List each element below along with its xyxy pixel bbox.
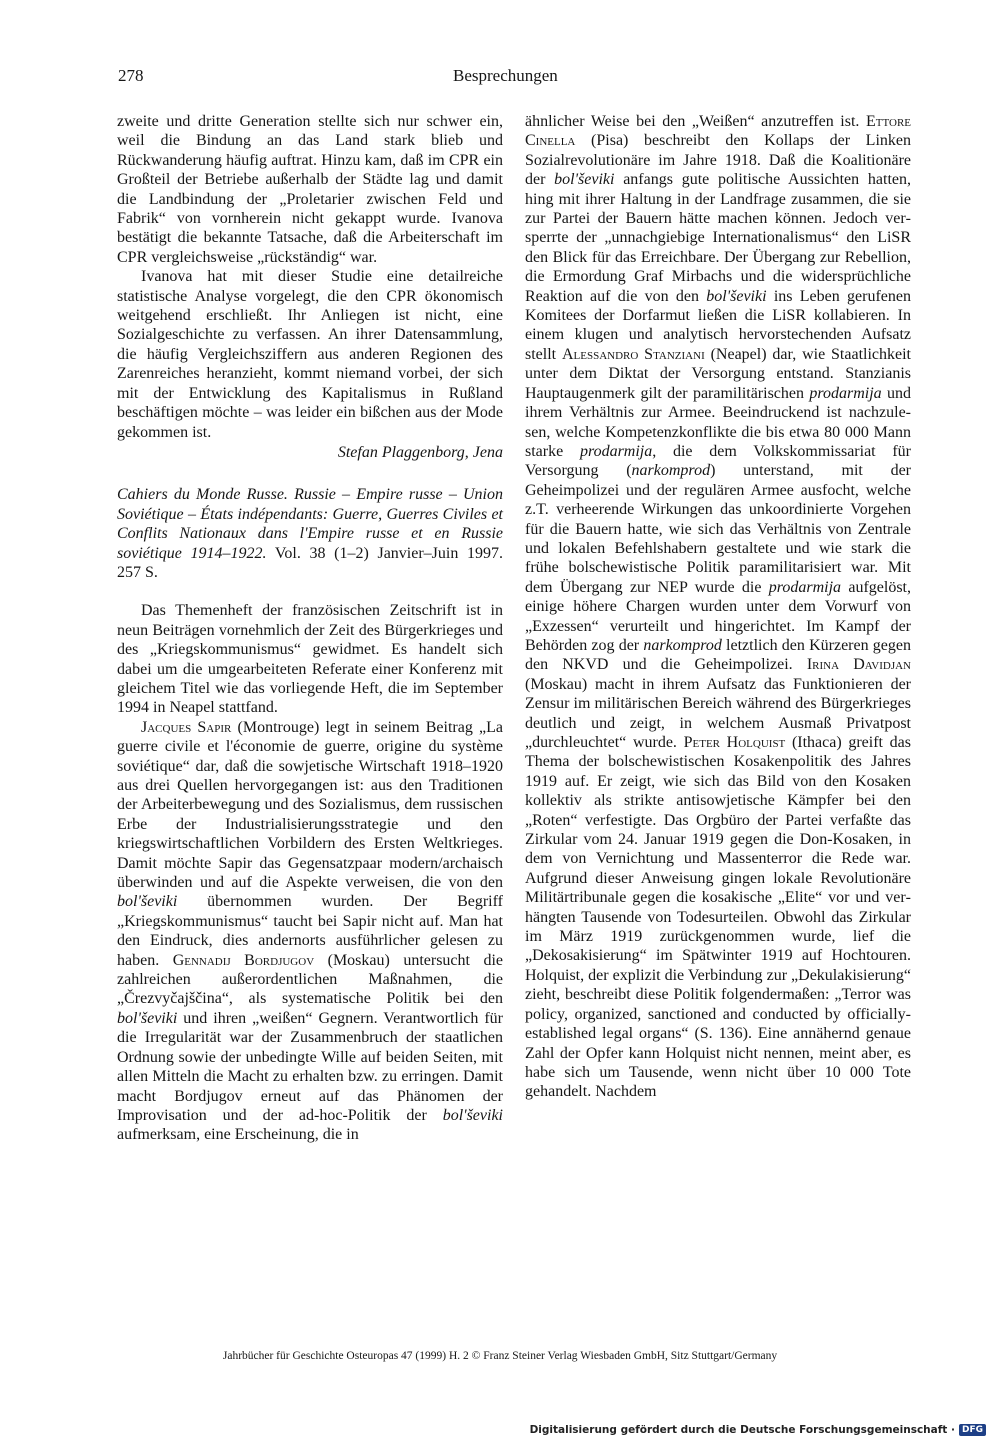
text-run: letztlich den Kürzeren gegen den NKVD und die Geheimpolizei.	[525, 636, 912, 674]
italic-term: narkomprod	[643, 636, 722, 654]
author-name: Jacques Sapir	[141, 718, 232, 736]
author-name: Peter Holquist	[683, 734, 786, 751]
text-run: (Moskau) untersucht die zahlreichen außerordentlichen Maßnahmen, die „Črezvyčajščina“, als systematische Politik bei den	[117, 951, 504, 1008]
reviewer-signature: Stefan Plaggenborg, Jena	[337, 443, 503, 461]
paragraph-continued: zweite und dritte Generation stellte sich nur schwer ein, weil die Bindung an das Land stark blieb und Rückwanderung häufig auftrat. Hinzu kam, daß im CPR ein Großteil der Betriebe außerhalb der Städte lag und damit die Landbindung der „Proletarier zwischen Feld und Fabrik“ von vornherein nicht gekappt wurde. Ivanova bestätigt die bekannte Tatsache, daß die Arbeiterschaft im CPR vergleichsweise „rückständig“ war.	[117, 113, 503, 266]
italic-term: prodarmija	[579, 442, 653, 460]
left-column	[117, 112, 503, 1145]
text-run: ins Leben gerufenen Komitees der Dorfarmut ließen die LiSR kollabieren. In einem klugen und analytisch hervorstechenden Aufsatz stellt	[525, 287, 911, 363]
page-number: 278	[118, 66, 144, 85]
biblio-title: Cahiers du Monde Russe. Russie – Empire russe – Union Soviétique – États indépendants: Guerre, Guerres Civiles et Conflits Nationaux dans l'Empire russe et en Russie soviétique 1914–1922.	[117, 486, 503, 562]
text-run: ) unterstand, mit der Geheimpolizei und der regulären Armee ausfocht, welche z.T. verheerende Wirkungen das unkoordinierte Vorgehen für die Bauern hatte, wie sich das Verhältnis von Zentrale und lokalen Befehlshabern gestaltete und wie stark die frühe bolschewistische Politik paramilitarisiert war. Mit dem Übergang zur NEP wurde die	[525, 462, 911, 596]
text-run: und ihrem Verhältnis zur Armee. Beeindruckend ist nachzulesen, welche Kompetenzkonflikte die bis etwa 80 000 Mann starke	[525, 384, 912, 460]
text-run: (Montrouge) legt in seinem Beitrag „La guerre civile et l'économie de guerre, origine du système soviétique“ dar, daß die sowjetische Wirtschaft 1918–1920 aus drei Quellen hervorgegangen ist: aus den Traditionen der Arbeiterbewegung und des Sozialismus, dem russischen Erbe der Industrialisierungsstrategie und den kriegswirtschaftlichen Vorbildern des Ersten Weltkrieges. Damit möchte Sapir das Gegensatzpaar modern/archaisch überwinden und auf die Aspekte verweisen, die von den	[117, 718, 503, 892]
bibliographic-entry	[117, 485, 503, 582]
italic-term: bol'ševiki	[706, 287, 767, 305]
paragraph-themenheft: Das Themenheft der französischen Zeitschrift ist in neun Beiträgen vornehmlich der Zeit des Bürgerkrieges und des „Kriegskommunismus“ gewidmet. Es handelt sich dabei um die umgearbeiteten Referate einer Konferenz mit gleichem Titel wie das vorliegende Heft, die im September 1994 in Neapel stattfand.	[117, 602, 503, 717]
italic-term: prodarmija	[768, 578, 842, 596]
text-run: aufgelöst, einige höhere Chargen wurden unter dem Vorwurf von „Exzessen“ verurteilt und hingerichtet. Im Kampf der Behörden zog der	[525, 578, 911, 654]
text-run: aufmerksam, eine Erscheinung, die in	[117, 1126, 359, 1144]
text-run: , die dem Volkskommissariat für Versorgung (	[525, 442, 911, 480]
digitization-text: Digitalisierung gefördert durch die Deutsche Forschungsgemeinschaft ·	[529, 1424, 955, 1436]
italic-term: bol'ševiki	[117, 1009, 178, 1027]
italic-term: prodarmija	[809, 384, 882, 402]
text-run: und ihren „weißen“ Gegnern. Verantwortlich für die Irregularität war der Zusammenbruch der staatlichen Ordnung sowie der unbedingte Wille auf beiden Seiten, mit allen Mitteln die Macht zu erhalten bzw. zu erringen. Damit macht Bordjugov erneut auf das Phänomen der Improvisation und der ad-hoc-Politik der	[117, 1009, 503, 1124]
italic-term: narkomprod	[631, 462, 711, 480]
text-run: (Pisa) beschreibt den Kollaps der Linken Sozialrevolutionäre im Jahre 1918. Daß die Koalitionäre der	[525, 132, 911, 189]
author-name: Gennadij Bordjugov	[172, 951, 315, 969]
author-name: Ettore Cinella	[525, 113, 911, 150]
text-run: (Moskau) macht in ihrem Aufsatz das Funktionieren der Zensur im militärischen Bereich während des Bürgerkrieges deutlich und zeigt, in welchem Ausmaß Privatpost „durchleuchtet“ wurde.	[525, 675, 911, 751]
text-run: (Ithaca) greift das Thema der bolschewistischen Kosakenpolitik des Jahres 1919 auf. Er zeigt, wie sich das Bild von den Kosaken kollektiv als strikte antisowjetische Kämpfer bei den „Roten“ verfestigte. Das Orgbüro der Partei verfaßte das Zirkular vom 24. Januar 1919 gegen die Don-Kosaken, in dem von Vernichtung und Massenterror die Rede war. Aufgrund dieser Anweisung gingen lokale Revolutionäre Militärtribunale gegen die kosakische „Elite“ vor und verhängten Tausende von Todesurteilen. Obwohl das Zirkular im März 1919 zurückgenommen wurde, lief die „Dekosakisierung“ im Spätwinter 1919 auf Hochtouren. Holquist, der explizit die Verbindung zur „Dekulakisierung“ zieht, beschreibt diese Politik folgendermaßen: „Terror was policy, organized, sanctioned and conducted by officially-established legal organs“ (S. 136). Eine annähernd genaue Zahl der Opfer kann Holquist nicht nennen, meint aber, es habe sich um Tausende, wenn nicht über 10 000 Tote gehandelt. Nachdem	[525, 734, 912, 1101]
paragraph-ivanova-assessment: Ivanova hat mit dieser Studie eine detailreiche statistische Analyse vorgelegt, die den CPR ökonomisch weitgehend erschließt. Ihr Anliegen ist nicht, eine Sozialgeschichte zu verfassen. An ihrer Datensammlung, die häufig Vergleichsziffern aus anderen Regionen des Zarenreiches heranzieht, kommt niemand vorbei, der sich mit der Entwicklung des Kapitalismus in Rußland beschäftigen möchte – was leider ein bißchen aus der Mode gekommen ist.	[117, 268, 503, 441]
paragraph-sapir	[117, 718, 503, 1145]
italic-term: bol'ševiki	[442, 1106, 503, 1124]
italic-term: bol'ševiki	[117, 893, 178, 911]
text-run: übernommen wurden. Der Begriff „Kriegskommunismus“ taucht bei Sapir nicht auf. Man hat den Eindruck, dies andernorts ausführlicher gelesen zu haben.	[117, 893, 503, 969]
text-run: ähnlicher Weise bei den „Weißen“ anzutreffen ist.	[525, 113, 866, 130]
biblio-details: Vol. 38 (1–2) Janvier–Juin 1997. 257 S.	[117, 544, 503, 581]
author-name: Alessandro Stanziani	[561, 345, 705, 363]
text-run: (Neapel) dar, wie Staatlichkeit unter dem Diktat der Versorgung entstand. Stanzianis Hauptaugenmerk gilt der paramilitärischen	[525, 345, 911, 402]
dfg-logo-icon: DFG	[959, 1424, 986, 1436]
paragraph-continued	[525, 112, 911, 1102]
digitization-notice	[530, 1424, 986, 1436]
text-run: anfangs gute politische Aussichten hatten, hing mit ihrer Haltung in der Landfrage zusammen, die sie zur Partei der Bauern hätte machen können. Jedoch versperrte der „unnachgiebige Internationalismus“ den LiSR den Blick für das Erreichbare. Der Übergang zur Rebellion, die Ermordung Graf Mirbachs und die widersprüchliche Reaktion auf die von den	[525, 171, 911, 305]
running-head: Besprechungen	[453, 66, 558, 85]
italic-term: bol'ševiki	[554, 171, 615, 189]
journal-footer: Jahrbücher für Geschichte Osteuropas 47 (1999) H. 2 © Franz Steiner Verlag Wiesbaden GmbH, Sitz Stuttgart/Germany	[222, 1350, 778, 1362]
right-column	[525, 112, 911, 1102]
author-name: Irina Davidjan	[806, 656, 911, 674]
